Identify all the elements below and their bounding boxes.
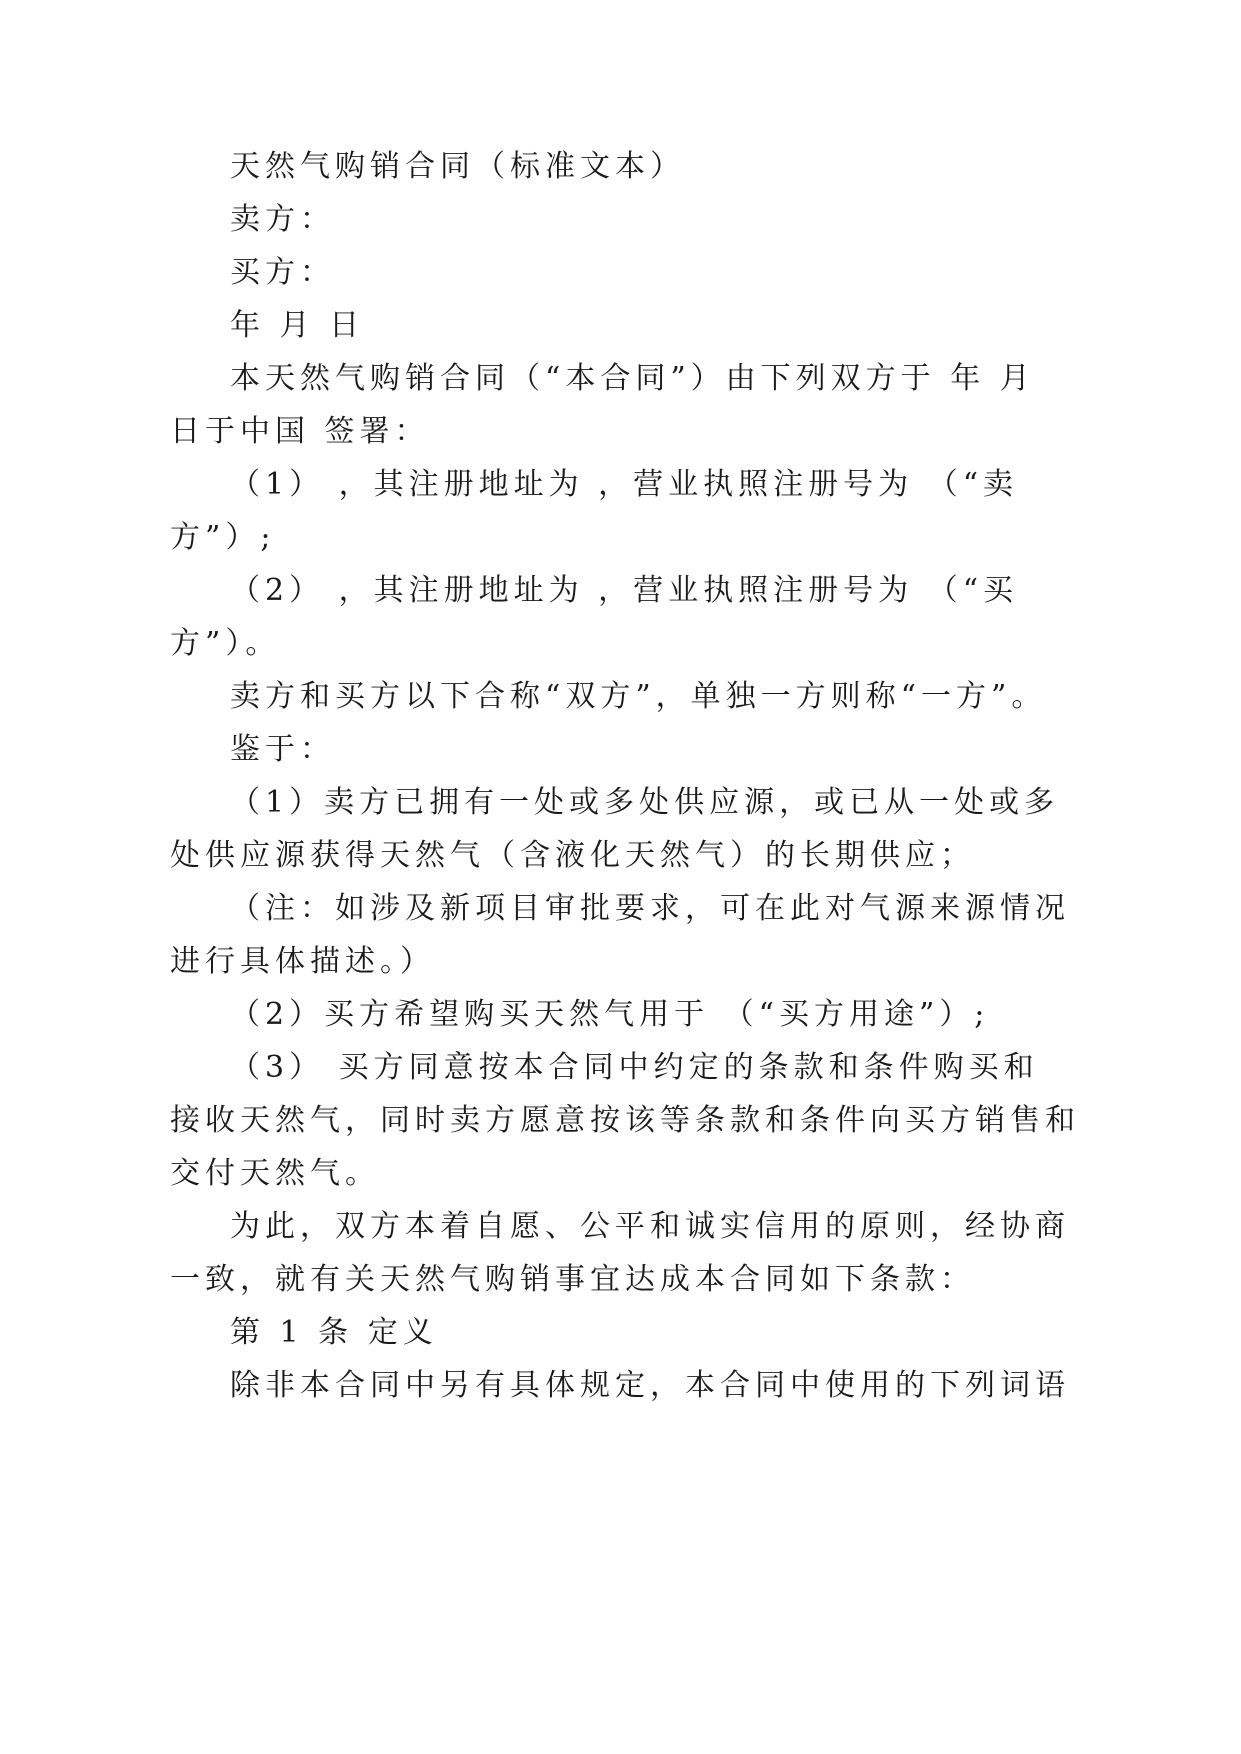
note-line-1: （注：如涉及新项目审批要求，可在此对气源来源情况: [230, 891, 1070, 926]
party2-line-2: 方”）。: [170, 626, 281, 661]
party2-line-1: （2） ，其注册地址为 ，营业执照注册号为 （“买: [230, 573, 1019, 608]
recital2: （2）买方希望购买天然气用于 （“买方用途”）;: [230, 997, 990, 1032]
seller-label: 卖方：: [230, 202, 335, 237]
recital3-line-2: 接收天然气，同时卖方愿意按该等条款和条件向买方销售和: [170, 1103, 1080, 1138]
article1-text: 除非本合同中另有具体规定，本合同中使用的下列词语: [230, 1368, 1070, 1403]
agreement-line-1: 为此，双方本着自愿、公平和诚实信用的原则，经协商: [230, 1209, 1070, 1244]
recital1-line-2: 处供应源获得天然气（含液化天然气）的长期供应；: [170, 838, 975, 873]
date-line: 年 月 日: [230, 308, 365, 343]
recital3-line-1: （3） 买方同意按本合同中约定的条款和条件购买和: [230, 1050, 1039, 1085]
buyer-label: 买方：: [230, 255, 335, 290]
party1-line-1: （1） ，其注册地址为 ，营业执照注册号为 （“卖: [230, 467, 1019, 502]
intro-line-2: 日于中国 签署：: [170, 414, 430, 449]
intro-line-1: 本天然气购销合同（“本合同”）由下列双方于 年 月: [230, 361, 1035, 396]
document-title: 天然气购销合同（标准文本）: [230, 149, 685, 184]
collective-definition: 卖方和买方以下合称“双方”，单独一方则称“一方”。: [230, 679, 1047, 714]
recital3-line-3: 交付天然气。: [170, 1156, 380, 1191]
note-line-2: 进行具体描述。）: [170, 944, 435, 979]
party1-line-2: 方”）;: [170, 520, 276, 555]
whereas-heading: 鉴于：: [230, 732, 335, 767]
article1-heading: 第 1 条 定义: [230, 1315, 438, 1350]
agreement-line-2: 一致，就有关天然气购销事宜达成本合同如下条款：: [170, 1262, 975, 1297]
recital1-line-1: （1）卖方已拥有一处或多处供应源，或已从一处或多: [230, 785, 1060, 820]
